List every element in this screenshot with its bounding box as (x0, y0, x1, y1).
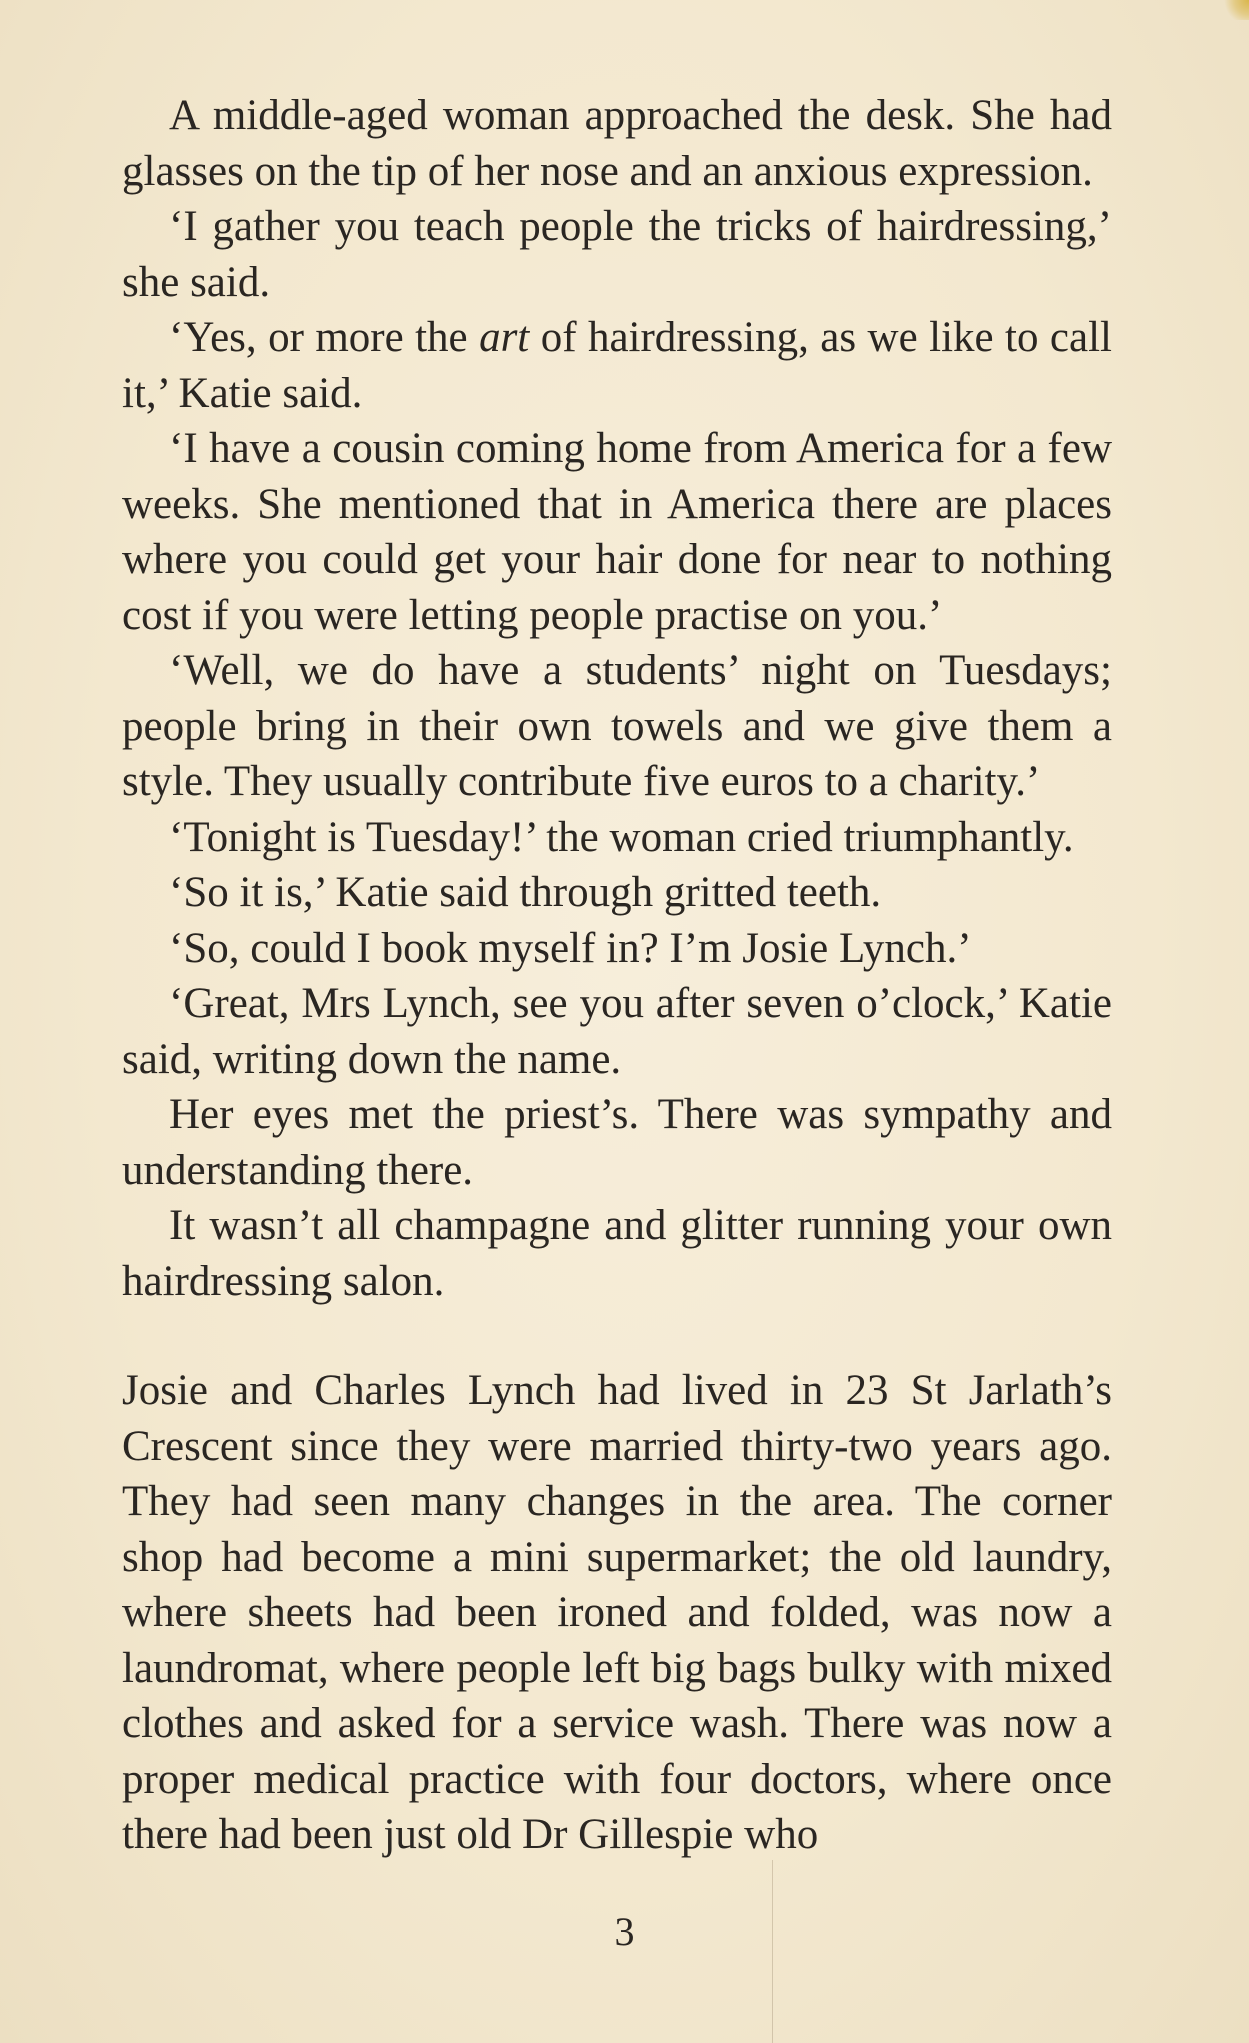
paragraph: ‘Well, we do have a students’ night on Tuesdays; people bring in their own towels and we give them a style. They usually contribute five euros to a charity.’ (122, 647, 1112, 805)
paragraph: ‘So it is,’ Katie said through gritted teeth. (169, 869, 882, 916)
paragraph-text: of hairdressing, as we like to call it,’ Katie said. (122, 314, 1112, 417)
paragraph: ‘So, could I book myself in? I’m Josie Lynch.’ (169, 924, 972, 972)
page-text (122, 88, 1112, 1863)
section-break (122, 1309, 1112, 1363)
paragraph: A middle-aged woman approached the desk. She had glasses on the tip of her nose and an anxious expression. (122, 92, 1112, 195)
paragraph-text: ‘Yes, or more the (169, 314, 480, 361)
italic-word: art (479, 314, 530, 361)
corner-stain (1223, 0, 1249, 20)
paragraph: Josie and Charles Lynch had lived in 23 St Jarlath’s Crescent since they were married thirty-two years ago. They had seen many changes in the area. The corner shop had become a mini supermarket; the old laundry, where sheets had been ironed and folded, was now a laundromat, where people left big bags bulky with mixed clothes and asked for a service wash. There was now a proper medical practice with four doctors, where once there had been just old Dr Gillespie who (122, 1367, 1112, 1858)
page-number: 3 (614, 1909, 635, 1954)
paragraph: ‘Tonight is Tuesday!’ the woman cried triumphantly. (169, 813, 1074, 861)
paragraph: It wasn’t all champagne and glitter running your own hairdressing salon. (122, 1202, 1112, 1305)
paragraph: Her eyes met the priest’s. There was sympathy and understanding there. (122, 1091, 1112, 1194)
paragraph: ‘I have a cousin coming home from America for a few weeks. She mentioned that in America there are places where you could get your hair done for near to nothing cost if you were letting people practise on you.’ (122, 425, 1112, 639)
paragraph: ‘I gather you teach people the tricks of hairdressing,’ she said. (122, 203, 1112, 306)
paragraph: ‘Great, Mrs Lynch, see you after seven o’clock,’ Katie said, writing down the name. (122, 980, 1112, 1083)
paragraph (122, 310, 1112, 421)
